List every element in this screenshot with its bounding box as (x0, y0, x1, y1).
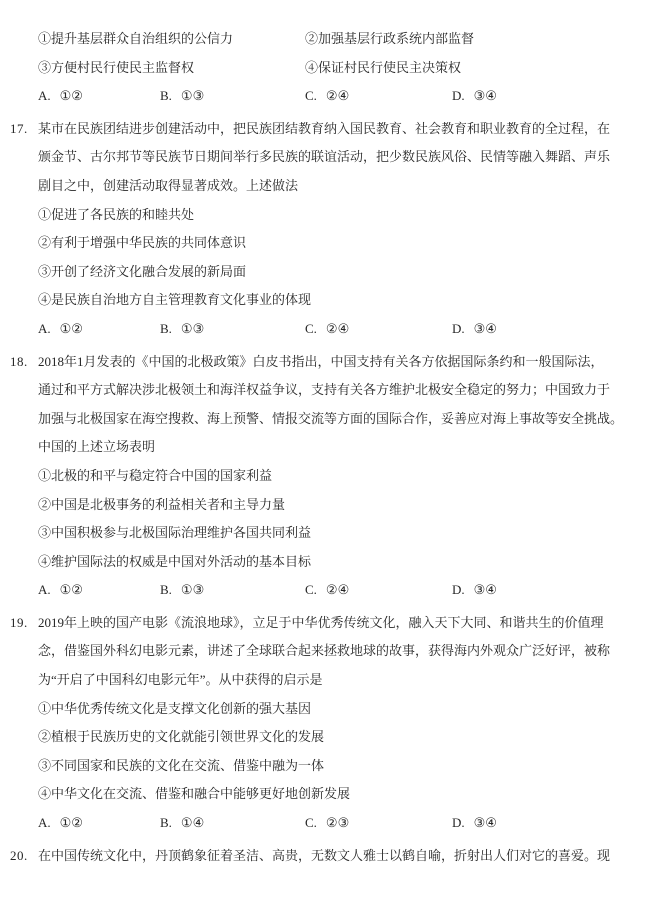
question-number: 19. (10, 614, 28, 630)
option-grid-row (38, 25, 638, 54)
choice-label: D. (452, 582, 465, 598)
option-line: ①促进了各民族的和睦共处 (38, 206, 195, 222)
choice-b (160, 82, 305, 111)
choice-b (160, 315, 305, 344)
choice-label: D. (452, 320, 465, 336)
choice-a (38, 809, 160, 838)
option-line: ③中国积极参与北极国际治理维护各国共同利益 (38, 525, 312, 541)
option-line: ②加强基层行政系统内部监督 (305, 31, 475, 46)
choice-numbers: ②③ (325, 815, 350, 831)
choice-a (38, 82, 160, 111)
choice-c (305, 809, 452, 838)
choice-label: B. (160, 320, 172, 336)
question-number: 20. (10, 847, 28, 863)
answer-choices-row (38, 809, 638, 838)
stem-line: 念，借鉴国外科幻电影元素，讲述了全球联合起来拯救地球的故事，获得海内外观众广泛好评，被称 (38, 643, 611, 659)
option-line: ②有利于增强中华民族的共同体意识 (38, 235, 247, 251)
choice-numbers: ①④ (180, 815, 205, 831)
choice-label: B. (160, 582, 172, 598)
choice-numbers: ①③ (180, 88, 205, 104)
stem-line: 2018年1月发表的《中国的北极政策》白皮书指出，中国支持有关各方依据国际条约和一般国际法， (38, 353, 604, 369)
stem-line: 颁金节、古尔邦节等民族节日期间举行多民族的联谊活动，把少数民族风俗、民情等融入舞蹈、声乐 (38, 149, 611, 165)
choice-numbers: ①② (59, 815, 83, 831)
choice-numbers: ①② (59, 320, 83, 336)
option-line: ④中华文化在交流、借鉴和融合中能够更好地创新发展 (38, 786, 351, 802)
option-line: ④保证村民行使民主决策权 (305, 59, 462, 75)
choice-numbers: ③④ (473, 320, 497, 336)
option-line: ③不同国家和民族的文化在交流、借鉴中融为一体 (38, 757, 325, 773)
choice-numbers: ③④ (473, 582, 497, 598)
choice-label: C. (305, 320, 317, 336)
option-grid-row (38, 54, 638, 83)
choice-label: C. (305, 815, 317, 831)
choice-numbers: ①② (59, 582, 83, 598)
choice-numbers: ③④ (473, 88, 497, 104)
choice-b (160, 576, 305, 605)
choice-numbers: ②④ (325, 88, 350, 104)
choice-a (38, 576, 160, 605)
choice-numbers: ①③ (180, 320, 205, 336)
choice-label: A. (38, 582, 51, 598)
option-line: ④维护国际法的权威是中国对外活动的基本目标 (38, 553, 312, 569)
question-16-options-block (10, 25, 638, 111)
choice-label: B. (160, 88, 172, 104)
choice-c (305, 315, 452, 344)
option-line: ④是民族自治地方自主管理教育文化事业的体现 (38, 292, 312, 308)
stem-line: 加强与北极国家在海空搜救、海上预警、情报交流等方面的国际合作，妥善应对海上事故等安全挑战。 (38, 410, 624, 426)
choice-numbers: ②④ (325, 582, 350, 598)
question-19 (10, 609, 638, 838)
question-number: 18. (10, 353, 28, 369)
choice-numbers: ①③ (180, 582, 205, 598)
stem-line: 为“开启了中国科幻电影元年”。从中获得的启示是 (38, 672, 323, 688)
option-line: ②植根于民族历史的文化就能引领世界文化的发展 (38, 729, 325, 745)
option-line: ①北极的和平与稳定符合中国的国家利益 (38, 467, 273, 483)
stem-line: 中国的上述立场表明 (38, 439, 156, 455)
option-line: ①提升基层群众自治组织的公信力 (38, 31, 234, 46)
choice-numbers: ①② (59, 88, 83, 104)
choice-c (305, 82, 452, 111)
choice-label: A. (38, 88, 51, 104)
choice-c (305, 576, 452, 605)
question-20 (10, 842, 638, 871)
option-line: ③方便村民行使民主监督权 (38, 59, 195, 75)
choice-numbers: ③④ (473, 815, 497, 831)
choice-d (452, 315, 497, 344)
choice-numbers: ②④ (325, 320, 350, 336)
stem-line: 剧目之中，创建活动取得显著成效。上述做法 (38, 177, 299, 193)
question-17 (10, 115, 638, 344)
choice-label: C. (305, 88, 317, 104)
choice-d (452, 809, 497, 838)
answer-choices-row (38, 315, 638, 344)
question-18 (10, 348, 638, 605)
stem-line: 通过和平方式解决涉北极领土和海洋权益争议，支持有关各方维护北极安全稳定的努力；中国致力于 (38, 382, 611, 398)
choice-label: C. (305, 582, 317, 598)
choice-label: D. (452, 88, 465, 104)
stem-line: 某市在民族团结进步创建活动中，把民族团结教育纳入国民教育、社会教育和职业教育的全过程，在 (38, 120, 611, 136)
option-line: ②中国是北极事务的利益相关者和主导力量 (38, 496, 286, 512)
choice-d (452, 82, 497, 111)
choice-a (38, 315, 160, 344)
answer-choices-row (38, 82, 638, 111)
choice-label: A. (38, 815, 51, 831)
stem-line: 2019年上映的国产电影《流浪地球》，立足于中华优秀传统文化，融入天下大同、和谐共生的价值理 (38, 614, 604, 630)
choice-label: B. (160, 815, 172, 831)
stem-line: 在中国传统文化中，丹顶鹤象征着圣洁、高贵，无数文人雅士以鹤自喻，折射出人们对它的喜爱。现 (38, 847, 611, 863)
choice-d (452, 576, 497, 605)
choice-label: A. (38, 320, 51, 336)
choice-label: D. (452, 815, 465, 831)
option-line: ①中华优秀传统文化是支撑文化创新的强大基因 (38, 700, 312, 716)
answer-choices-row (38, 576, 638, 605)
option-line: ③开创了经济文化融合发展的新局面 (38, 263, 247, 279)
choice-b (160, 809, 305, 838)
question-number: 17. (10, 120, 28, 136)
